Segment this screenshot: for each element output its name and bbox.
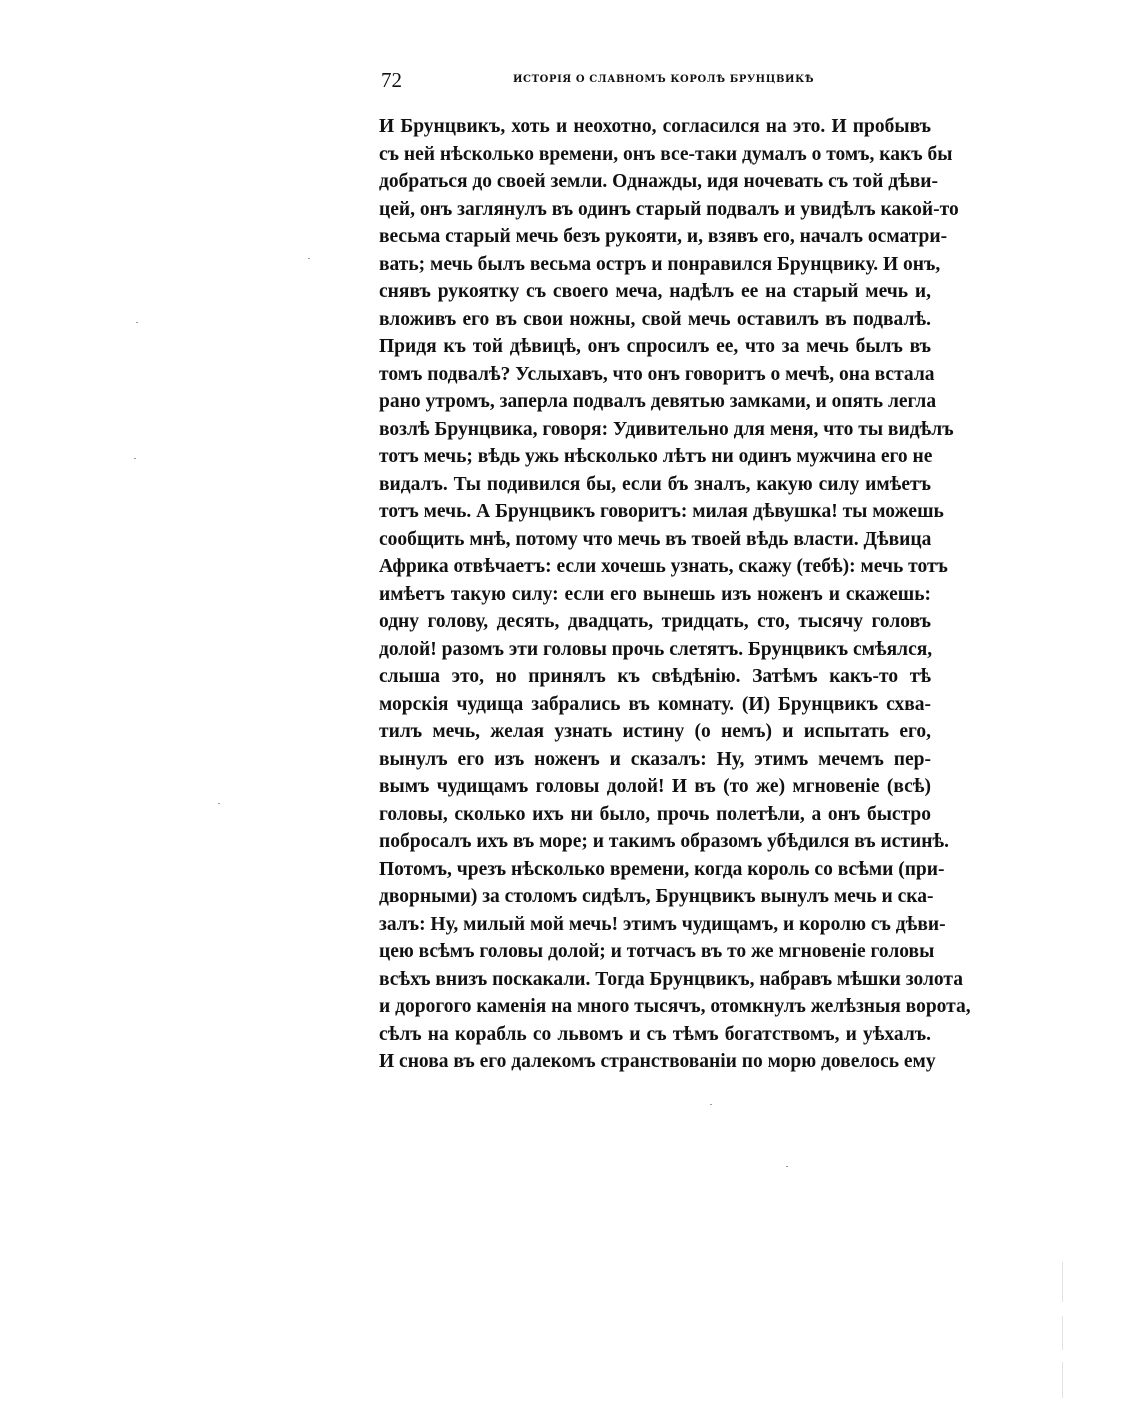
text-line: видалъ. Ты подивился бы, если бъ зналъ, какую силу имѣетъ: [379, 473, 931, 495]
body-text: [379, 113, 971, 1076]
text-line: всѣхъ внизъ поскакали. Тогда Брунцвикъ, набравъ мѣшки золота: [379, 968, 963, 990]
text-line: сообщить мнѣ, потому что мечь въ твоей вѣдь власти. Дѣвица: [379, 528, 932, 550]
scan-speck: [308, 258, 310, 259]
scan-speck: [134, 458, 136, 459]
text-line: тотъ мечь; вѣдь ужь нѣсколько лѣтъ ни одинъ мужчина его не: [379, 446, 933, 467]
text-line: И снова въ его далекомъ странствованіи по морю довелось ему: [379, 1051, 936, 1072]
text-line: вать; мечь былъ весьма остръ и понравился Брунцвику. И онъ,: [379, 253, 941, 275]
text-line: морскія чудища забрались въ комнату. (И) Брунцвикъ схва-: [379, 693, 931, 715]
text-line: имѣетъ такую силу: если его вынешь изъ ноженъ и скажешь:: [379, 583, 931, 605]
page-edge-mark: [1062, 1362, 1063, 1398]
text-line: возлѣ Брунцвика, говоря: Удивительно для меня, что ты видѣлъ: [379, 418, 954, 440]
text-line: сѣлъ на корабль со львомъ и съ тѣмъ богатствомъ, и уѣхалъ.: [379, 1023, 931, 1045]
text-line: весьма старый мечь безъ рукояти, и, взявъ его, началъ осматри-: [379, 226, 948, 247]
scan-speck: [218, 803, 220, 804]
text-line: и дорогого каменія на много тысячъ, отомкнулъ желѣзныя ворота,: [379, 996, 971, 1017]
text-line: головы, сколько ихъ ни было, прочь полетѣли, а онъ быстро: [379, 803, 931, 825]
text-line: снявъ рукоятку съ своего меча, надѣлъ ее на старый мечь и,: [379, 281, 931, 302]
page-number: 72: [381, 68, 402, 92]
text-line: цею всѣмъ головы долой; и тотчасъ въ то же мгновеніе головы: [379, 941, 935, 962]
text-line: Африка отвѣчаетъ: если хочешь узнать, скажу (тебѣ): мечь тотъ: [379, 556, 948, 577]
running-head: ИСТОРІЯ О СЛАВНОМЪ КОРОЛѢ БРУНЦВИКѢ: [513, 74, 815, 85]
text-line: вынулъ его изъ ноженъ и сказалъ: Ну, этимъ мечемъ пер-: [379, 748, 931, 770]
text-line: тилъ мечь, желая узнать истину (о немъ) и испытать его,: [379, 721, 931, 742]
text-line: добраться до своей земли. Однажды, идя ночевать съ той дѣви-: [379, 171, 939, 192]
scan-speck: [710, 1104, 712, 1105]
text-line: Придя къ той дѣвицѣ, онъ спросилъ ее, что за мечь былъ въ: [379, 336, 931, 357]
text-line: долой! разомъ эти головы прочь слетятъ. Брунцвикъ смѣялся,: [379, 638, 933, 660]
text-line: съ ней нѣсколько времени, онъ все-таки думалъ о томъ, какъ бы: [379, 143, 953, 165]
text-line: И Брунцвикъ, хоть и неохотно, согласился на это. И пробывъ: [379, 116, 931, 137]
page-edge-mark: [1062, 1316, 1063, 1350]
page-edge-mark: [1062, 1262, 1063, 1302]
scan-speck: [136, 322, 138, 323]
text-line: вложивъ его въ свои ножны, свой мечь оставилъ въ подвалѣ.: [379, 308, 931, 330]
text-line: Потомъ, чрезъ нѣсколько времени, когда король со всѣми (при-: [379, 858, 945, 880]
text-line: побросалъ ихъ въ море; и такимъ образомъ убѣдился въ истинѣ.: [379, 831, 950, 852]
page-header: [381, 68, 931, 98]
text-line: залъ: Ну, милый мой мечь! этимъ чудищамъ, и королю съ дѣви-: [379, 913, 946, 935]
text-line: вымъ чудищамъ головы долой! И въ (то же) мгновеніе (всѣ): [379, 776, 931, 797]
text-line: тотъ мечь. А Брунцвикъ говоритъ: милая дѣвушка! ты можешь: [379, 501, 944, 522]
text-line: рано утромъ, заперла подвалъ девятью замками, и опять легла: [379, 391, 937, 412]
text-line: слыша это, но принялъ къ свѣдѣнію. Затѣмъ какъ-то тѣ: [379, 666, 931, 687]
scan-speck: [786, 1166, 788, 1167]
text-line: одну голову, десять, двадцать, тридцать, сто, тысячу головъ: [379, 611, 931, 632]
text-line: дворными) за столомъ сидѣлъ, Брунцвикъ вынулъ мечь и ска-: [379, 886, 934, 907]
text-line: цей, онъ заглянулъ въ одинъ старый подвалъ и увидѣлъ какой-то: [379, 198, 959, 220]
text-line: томъ подвалѣ? Услыхавъ, что онъ говоритъ о мечѣ, она встала: [379, 363, 935, 385]
